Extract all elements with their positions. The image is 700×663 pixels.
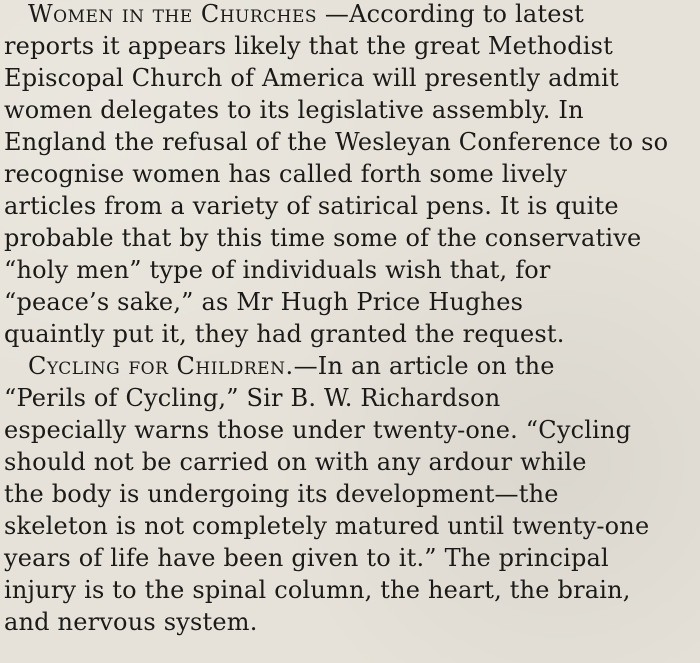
article-2-line-2: “Perils of Cycling,” Sir B. W. Richardson xyxy=(4,384,501,412)
article-1-line-1-text: —According to latest xyxy=(317,0,585,28)
article-2-line-8: injury is to the spinal column, the heart, the brain, xyxy=(4,576,631,604)
article-1-line-10: “peace’s sake,” as Mr Hugh Price Hughes xyxy=(4,288,524,316)
article-1-line-7: articles from a variety of satirical pens. It is quite xyxy=(4,192,619,220)
article-1-line-4: women delegates to its legislative assembly. In xyxy=(4,96,584,124)
article-1-line-9: “holy men” type of individuals wish that, for xyxy=(4,256,551,284)
article-2-heading: Cycling for Children. xyxy=(28,352,294,380)
article-1-line-11: quaintly put it, they had granted the request. xyxy=(4,320,565,348)
article-2-line-1-text: —In an article on the xyxy=(293,352,555,380)
article-2-line-5: the body is undergoing its development—the xyxy=(4,480,559,508)
article-2-line-3: especially warns those under twenty-one. “Cycling xyxy=(4,416,632,444)
article-1-line-1 xyxy=(28,2,584,26)
article-1-heading: Women in the Churches xyxy=(28,0,318,28)
article-1-line-2: reports it appears likely that the great Methodist xyxy=(4,32,613,60)
article-2-line-9: and nervous system. xyxy=(4,608,258,636)
article-2-line-4: should not be carried on with any ardour while xyxy=(4,448,587,476)
article-1-line-6: recognise women has called forth some lively xyxy=(4,160,568,188)
article-1-line-8: probable that by this time some of the conservative xyxy=(4,224,642,252)
article-1-line-5: England the refusal of the Wesleyan Conference to so xyxy=(4,128,669,156)
article-2-line-7: years of life have been given to it.” The principal xyxy=(4,544,609,572)
article-2-line-1 xyxy=(28,354,555,378)
article-2-line-6: skeleton is not completely matured until twenty-one xyxy=(4,512,650,540)
article-1-line-3: Episcopal Church of America will presently admit xyxy=(4,64,619,92)
